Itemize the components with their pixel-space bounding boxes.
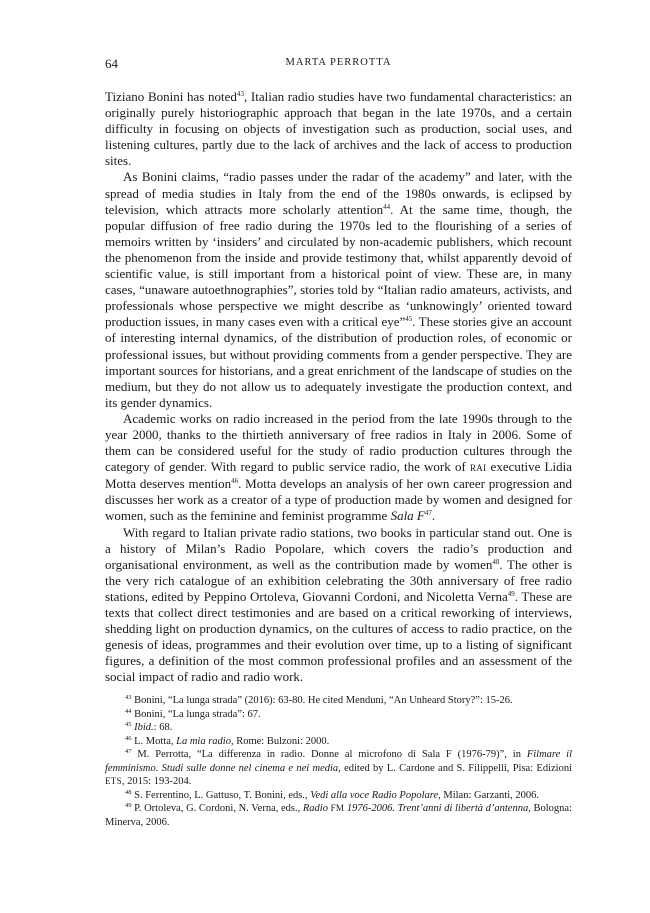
paragraph-4: With regard to Italian private radio stations, two books in particular stand out. One is a history of Milan’s Radio Popolare, which covers the radio’s production and organisational environment, as well as the contribution made by women$^{48}$. The other is the very rich catalogue of an exhibition celebrating the 30th anniversary of free radio stations, edited by Peppino Ortoleva, Giovanni Cordoni, and Nicoletta Verna$^{49}$. These are texts that collect direct testimonies and are based on a critical reworking of interviews, shedding light on production dynamics, on the cultures of access to radio practice, on the genesis of ideas, programmes and their evolution over time, up to a listing of significant figures, a definition of the most common professional profiles and an assessment of the social impact of radio and radio work. [105,524,572,685]
body-text [105,89,572,685]
paragraph-3: Academic works on radio increased in the period from the late 1990s through to the year 2000, thanks to the thirtieth anniversary of free radios in Italy in 2006. Some of them can be considered useful for the study of radio production cultures through the category of gender. With regard to public service radio, the work of RAI executive Lidia Motta deserves mention$^{46}$. Motta develops an analysis of her own career progression and discusses her work as a creator of a type of production made by women and designed for women, such as the feminine and feminist programme Sala $F^{47}$. [105,410,572,524]
footnote-ref-48[interactable]: 48 [492,557,500,566]
footnote-ref-49[interactable]: 49 [507,589,515,598]
footnote-49: $^{49}$ P. Ortoleva, G. Cordoni, N. Verna, eds., Radio FM 1976-2006. Trent’anni di libertà d’antenna, Bologna: Minerva, 2006. [105,802,572,828]
page-header [105,56,572,72]
paragraph-1: Tiziano Bonini has noted$^{43}$, Italian radio studies have two fundamental characteristics: an originally purely historiographic approach that began in the late 1970s, and a certain difficulty in focusing on objects of investigation such as production, social uses, and listening cultures, partly due to the lack of archives and the lack of access to production sites. [105,89,572,169]
footnote-45: $^{45}$ Ibid.: 68. [125,721,173,733]
running-head: MARTA PERROTTA [285,57,392,68]
page-number: 64 [105,56,118,71]
footnote-47: $^{47}$ M. Perrotta, “La differenza in radio. Donne al microfono di Sala F (1976-79)”, in Filmare il femminismo. Studi sulle donne nel cinema e nei media, edited by L. Cardone and S. Filippelli, Pisa: Edizioni ETS, 2015: 193-204. [105,748,573,787]
footnote-ref-47[interactable]: 47 [424,509,432,518]
footnote-48: $^{48}$ S. Ferrentino, L. Gattuso, T. Bonini, eds., Vedi alla voce Radio Popolare, Milan: Garzanti, 2006. [125,788,540,801]
footnote-43: $^{43}$ Bonini, “La lunga strada” (2016): 63-80. He cited Menduni, “An Unheard Story?”: 15-26. [125,694,513,706]
footnote-ref-44[interactable]: 44 [383,202,391,211]
footnote-ref-46[interactable]: 46 [231,477,239,486]
footnote-46: $^{46}$ L. Motta, La mia radio, Rome: Bulzoni: 2000. [125,734,330,747]
footnotes [105,694,572,829]
footnote-ref-45[interactable]: 45 [405,315,413,324]
paragraph-2: As Bonini claims, “radio passes under the radar of the academy” and later, with the spread of media studies in Italy from the end of the 1980s onwards, is eclipsed by television, which attracts more scholarly attention$^{44}$. At the same time, though, the popular diffusion of free radio during the 1970s led to the flourishing of a series of memoirs written by ‘insiders’ and circulated by non-academic publishers, which recount the phenomenon from the inside and provide testimony that, whilst apparently devoid of scientific value, is still important from a historical point of view. These are, in many cases, “unaware autoethnographies”, stories told by “Italian radio amateurs, activists, and professionals whose perspective we might describe as ‘unknowingly’ oriented toward production issues, in many cases even with a critical eye”$^{45}$. These stories give an account of interesting internal dynamics, of the distribution of production roles, of economic or professional issues, but without providing comments from a gender perspective. They are important sources for historians, and a great enrichment of the landscape of studies on the medium, but they do not allow us to adequately investigate the production context, and its gender dynamics. [105,169,572,410]
footnote-ref-43[interactable]: 43 [236,90,244,98]
footnote-44: $^{44}$ Bonini, “La lunga strada”: 67. [125,707,261,720]
